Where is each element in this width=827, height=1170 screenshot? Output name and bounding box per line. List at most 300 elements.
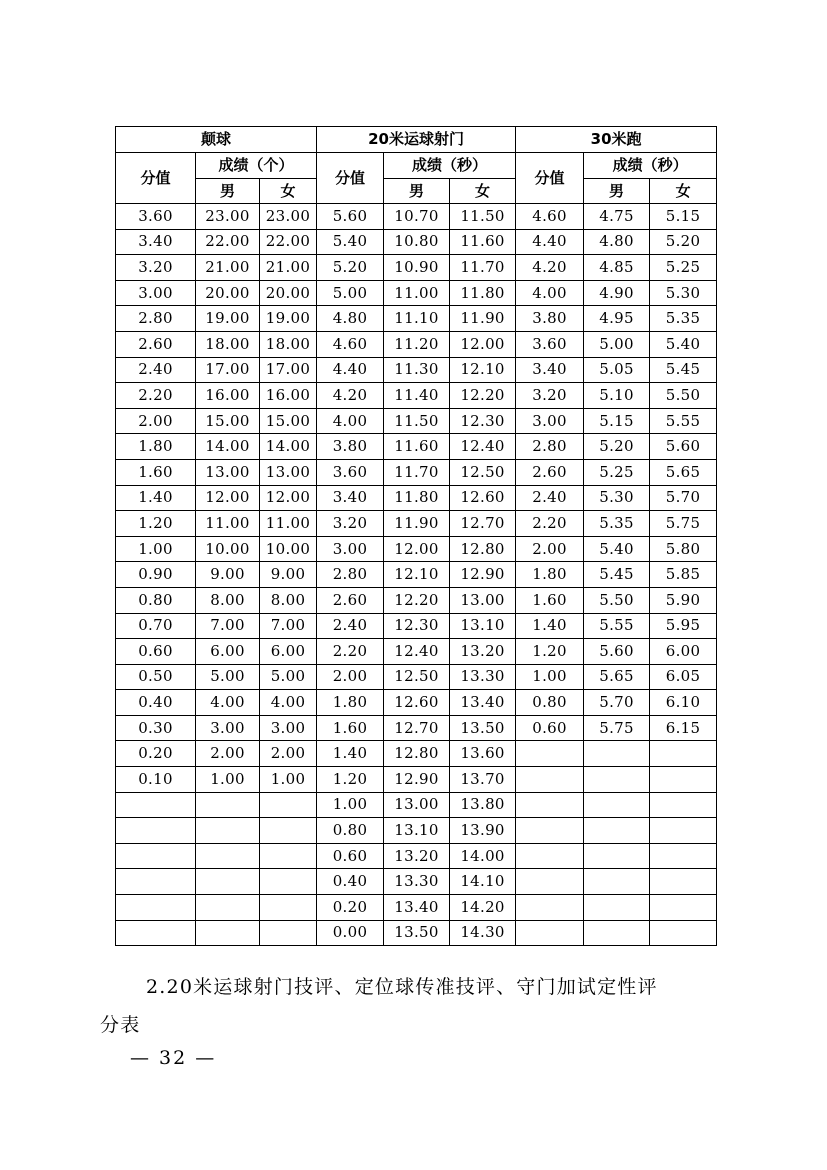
table-cell: 0.40 xyxy=(116,690,196,716)
table-cell: 5.05 xyxy=(584,357,650,383)
table-cell xyxy=(650,895,717,921)
table-cell: 5.45 xyxy=(650,357,717,383)
table-cell: 5.70 xyxy=(584,690,650,716)
table-cell: 6.00 xyxy=(650,639,717,665)
table-cell: 11.60 xyxy=(450,229,516,255)
table-cell: 23.00 xyxy=(260,204,317,230)
table-row xyxy=(116,741,717,767)
table-cell: 14.00 xyxy=(196,434,260,460)
table-cell: 8.00 xyxy=(260,587,317,613)
table-cell: 1.00 xyxy=(260,767,317,793)
table-cell: 17.00 xyxy=(260,357,317,383)
table-row xyxy=(116,459,717,485)
female-header: 女 xyxy=(650,179,717,204)
table-cell xyxy=(196,818,260,844)
table-cell: 11.40 xyxy=(384,383,450,409)
table-cell: 5.85 xyxy=(650,562,717,588)
table-cell: 2.20 xyxy=(317,639,384,665)
table-cell: 3.40 xyxy=(116,229,196,255)
table-cell xyxy=(196,792,260,818)
table-cell: 13.00 xyxy=(196,459,260,485)
table-cell: 12.40 xyxy=(450,434,516,460)
table-cell: 10.90 xyxy=(384,255,450,281)
table-cell: 13.60 xyxy=(450,741,516,767)
table-cell xyxy=(650,767,717,793)
table-cell: 3.60 xyxy=(516,331,584,357)
table-cell: 5.55 xyxy=(584,613,650,639)
table-cell: 13.00 xyxy=(260,459,317,485)
table-cell: 0.20 xyxy=(317,895,384,921)
group-header-30m-run: 30米跑 xyxy=(516,127,717,153)
table-cell: 11.90 xyxy=(384,511,450,537)
table-cell: 5.00 xyxy=(196,664,260,690)
table-cell xyxy=(116,869,196,895)
table-cell xyxy=(516,895,584,921)
table-cell: 13.40 xyxy=(384,895,450,921)
table-cell: 0.40 xyxy=(317,869,384,895)
table-cell: 5.55 xyxy=(650,408,717,434)
result-header: 成绩（秒） xyxy=(584,153,717,179)
table-row xyxy=(116,639,717,665)
table-cell xyxy=(516,869,584,895)
table-cell: 5.75 xyxy=(650,511,717,537)
table-cell xyxy=(650,792,717,818)
table-cell: 18.00 xyxy=(196,331,260,357)
table-row xyxy=(116,536,717,562)
table-cell: 3.00 xyxy=(516,408,584,434)
table-cell: 5.20 xyxy=(317,255,384,281)
table-cell xyxy=(650,818,717,844)
table-cell: 10.00 xyxy=(260,536,317,562)
table-cell xyxy=(116,818,196,844)
table-cell: 1.20 xyxy=(116,511,196,537)
table-cell xyxy=(116,843,196,869)
table-cell xyxy=(584,767,650,793)
table-cell: 0.30 xyxy=(116,715,196,741)
table-cell: 12.30 xyxy=(384,613,450,639)
table-cell: 0.60 xyxy=(116,639,196,665)
table-cell: 11.00 xyxy=(196,511,260,537)
table-cell: 11.50 xyxy=(384,408,450,434)
table-cell: 6.00 xyxy=(260,639,317,665)
table-cell: 1.40 xyxy=(317,741,384,767)
table-cell: 5.40 xyxy=(584,536,650,562)
table-cell xyxy=(116,895,196,921)
table-cell: 5.30 xyxy=(584,485,650,511)
table-cell: 12.60 xyxy=(450,485,516,511)
table-cell: 1.20 xyxy=(516,639,584,665)
table-cell: 7.00 xyxy=(196,613,260,639)
table-cell: 12.60 xyxy=(384,690,450,716)
table-cell: 4.00 xyxy=(260,690,317,716)
table-row xyxy=(116,255,717,281)
table-cell: 1.60 xyxy=(516,587,584,613)
table-cell xyxy=(516,843,584,869)
table-cell: 11.90 xyxy=(450,306,516,332)
score-table xyxy=(115,126,717,946)
table-row xyxy=(116,869,717,895)
table-cell: 1.00 xyxy=(317,792,384,818)
table-row xyxy=(116,562,717,588)
table-cell: 11.80 xyxy=(450,280,516,306)
table-cell: 11.50 xyxy=(450,204,516,230)
table-cell: 0.80 xyxy=(317,818,384,844)
table-row xyxy=(116,383,717,409)
table-cell: 12.00 xyxy=(260,485,317,511)
table-cell: 14.00 xyxy=(450,843,516,869)
table-cell: 12.80 xyxy=(450,536,516,562)
table-cell: 9.00 xyxy=(260,562,317,588)
table-cell: 1.00 xyxy=(516,664,584,690)
table-cell: 2.20 xyxy=(116,383,196,409)
table-cell: 12.80 xyxy=(384,741,450,767)
table-cell xyxy=(650,920,717,946)
table-row xyxy=(116,843,717,869)
table-cell: 5.60 xyxy=(584,639,650,665)
table-cell xyxy=(260,920,317,946)
table-cell: 5.95 xyxy=(650,613,717,639)
table-cell: 11.00 xyxy=(260,511,317,537)
table-cell: 4.90 xyxy=(584,280,650,306)
table-cell: 5.60 xyxy=(650,434,717,460)
table-cell: 0.90 xyxy=(116,562,196,588)
table-cell: 11.20 xyxy=(384,331,450,357)
table-cell: 4.60 xyxy=(317,331,384,357)
table-cell xyxy=(584,843,650,869)
table-cell xyxy=(196,869,260,895)
table-cell: 4.85 xyxy=(584,255,650,281)
table-cell: 20.00 xyxy=(196,280,260,306)
table-cell: 12.00 xyxy=(196,485,260,511)
table-cell: 11.80 xyxy=(384,485,450,511)
table-row xyxy=(116,920,717,946)
table-row xyxy=(116,511,717,537)
paragraph-line-2: 分表 xyxy=(100,1014,141,1036)
table-cell: 15.00 xyxy=(196,408,260,434)
table-cell: 3.60 xyxy=(317,459,384,485)
table-row xyxy=(116,690,717,716)
table-cell: 3.80 xyxy=(516,306,584,332)
table-cell: 12.40 xyxy=(384,639,450,665)
table-cell: 16.00 xyxy=(196,383,260,409)
male-header: 男 xyxy=(196,179,260,204)
table-cell xyxy=(196,920,260,946)
table-cell: 5.65 xyxy=(584,664,650,690)
table-cell: 14.10 xyxy=(450,869,516,895)
table-cell: 13.30 xyxy=(384,869,450,895)
table-cell: 5.50 xyxy=(650,383,717,409)
table-cell: 0.00 xyxy=(317,920,384,946)
table-cell xyxy=(650,843,717,869)
table-cell: 0.80 xyxy=(116,587,196,613)
table-cell: 5.00 xyxy=(584,331,650,357)
table-cell: 3.80 xyxy=(317,434,384,460)
score-header: 分值 xyxy=(516,153,584,204)
table-cell: 5.75 xyxy=(584,715,650,741)
table-cell: 2.80 xyxy=(317,562,384,588)
table-cell: 5.20 xyxy=(650,229,717,255)
table-row xyxy=(116,485,717,511)
table-cell: 1.80 xyxy=(317,690,384,716)
table-cell: 11.60 xyxy=(384,434,450,460)
result-header: 成绩（秒） xyxy=(384,153,516,179)
table-cell: 6.05 xyxy=(650,664,717,690)
table-cell: 5.90 xyxy=(650,587,717,613)
table-cell: 0.60 xyxy=(516,715,584,741)
table-cell xyxy=(196,843,260,869)
table-cell: 5.25 xyxy=(650,255,717,281)
table-cell: 11.70 xyxy=(450,255,516,281)
table-cell: 13.50 xyxy=(384,920,450,946)
table-cell: 3.00 xyxy=(116,280,196,306)
table-row xyxy=(116,613,717,639)
table-cell: 12.10 xyxy=(450,357,516,383)
table-cell: 20.00 xyxy=(260,280,317,306)
table-cell: 5.70 xyxy=(650,485,717,511)
table-cell: 12.20 xyxy=(450,383,516,409)
table-cell: 22.00 xyxy=(260,229,317,255)
table-cell: 5.15 xyxy=(650,204,717,230)
table-cell: 2.00 xyxy=(196,741,260,767)
table-cell: 5.00 xyxy=(317,280,384,306)
table-cell: 4.80 xyxy=(317,306,384,332)
group-header-dribble-shoot: 20米运球射门 xyxy=(317,127,516,153)
table-cell xyxy=(650,741,717,767)
table-cell: 19.00 xyxy=(260,306,317,332)
table-cell: 3.20 xyxy=(516,383,584,409)
table-row xyxy=(116,229,717,255)
table-cell: 0.20 xyxy=(116,741,196,767)
male-header: 男 xyxy=(384,179,450,204)
table-cell xyxy=(116,792,196,818)
table-cell: 9.00 xyxy=(196,562,260,588)
table-cell: 6.10 xyxy=(650,690,717,716)
table-cell: 5.40 xyxy=(317,229,384,255)
table-row xyxy=(116,895,717,921)
table-cell: 13.40 xyxy=(450,690,516,716)
table-cell: 0.80 xyxy=(516,690,584,716)
table-cell: 5.00 xyxy=(260,664,317,690)
table-cell: 3.00 xyxy=(260,715,317,741)
table-row xyxy=(116,818,717,844)
table-cell: 3.40 xyxy=(516,357,584,383)
table-cell: 16.00 xyxy=(260,383,317,409)
table-cell xyxy=(516,920,584,946)
table-cell: 2.40 xyxy=(317,613,384,639)
table-cell: 4.75 xyxy=(584,204,650,230)
table-cell xyxy=(584,869,650,895)
table-cell xyxy=(260,869,317,895)
table-row xyxy=(116,408,717,434)
table-cell: 1.40 xyxy=(516,613,584,639)
table-cell: 5.40 xyxy=(650,331,717,357)
page-number: — 32 — xyxy=(130,1047,217,1069)
table-cell: 11.70 xyxy=(384,459,450,485)
table-cell: 13.30 xyxy=(450,664,516,690)
table-cell: 2.00 xyxy=(260,741,317,767)
table-cell: 11.00 xyxy=(384,280,450,306)
table-cell xyxy=(584,818,650,844)
table-cell: 13.10 xyxy=(450,613,516,639)
table-cell: 2.60 xyxy=(516,459,584,485)
table-cell: 5.65 xyxy=(650,459,717,485)
table-row xyxy=(116,715,717,741)
table-cell: 1.20 xyxy=(317,767,384,793)
female-header: 女 xyxy=(450,179,516,204)
table-cell: 18.00 xyxy=(260,331,317,357)
table-cell: 12.00 xyxy=(450,331,516,357)
table-cell xyxy=(516,767,584,793)
table-cell: 11.30 xyxy=(384,357,450,383)
table-cell: 6.00 xyxy=(196,639,260,665)
table-cell: 5.45 xyxy=(584,562,650,588)
table-cell: 2.00 xyxy=(317,664,384,690)
table-cell xyxy=(260,818,317,844)
table-cell: 1.40 xyxy=(116,485,196,511)
table-cell: 5.35 xyxy=(650,306,717,332)
table-cell: 21.00 xyxy=(260,255,317,281)
table-cell: 3.00 xyxy=(196,715,260,741)
table-row xyxy=(116,792,717,818)
table-cell: 12.00 xyxy=(384,536,450,562)
table-cell: 13.50 xyxy=(450,715,516,741)
table-cell: 12.90 xyxy=(450,562,516,588)
table-cell: 19.00 xyxy=(196,306,260,332)
table-cell: 5.10 xyxy=(584,383,650,409)
table-cell: 13.20 xyxy=(450,639,516,665)
table-cell: 5.35 xyxy=(584,511,650,537)
table-cell: 0.50 xyxy=(116,664,196,690)
table-cell xyxy=(116,920,196,946)
table-cell: 2.40 xyxy=(116,357,196,383)
table-row xyxy=(116,357,717,383)
table-cell: 1.80 xyxy=(116,434,196,460)
table-cell: 14.30 xyxy=(450,920,516,946)
table-cell: 4.40 xyxy=(317,357,384,383)
table-cell: 22.00 xyxy=(196,229,260,255)
female-header: 女 xyxy=(260,179,317,204)
paragraph-line-1: 2.20米运球射门技评、定位球传准技评、守门加试定性评 xyxy=(146,976,658,998)
table-cell: 5.30 xyxy=(650,280,717,306)
table-cell: 1.60 xyxy=(116,459,196,485)
table-cell: 21.00 xyxy=(196,255,260,281)
table-cell: 13.20 xyxy=(384,843,450,869)
table-cell: 4.80 xyxy=(584,229,650,255)
table-cell: 0.60 xyxy=(317,843,384,869)
table-body xyxy=(116,204,717,946)
table-cell: 1.80 xyxy=(516,562,584,588)
table-cell: 12.20 xyxy=(384,587,450,613)
table-cell xyxy=(260,792,317,818)
score-header: 分值 xyxy=(317,153,384,204)
table-row xyxy=(116,434,717,460)
table-cell: 17.00 xyxy=(196,357,260,383)
table-cell: 12.30 xyxy=(450,408,516,434)
table-cell: 2.00 xyxy=(116,408,196,434)
table-cell: 13.80 xyxy=(450,792,516,818)
table-cell: 10.80 xyxy=(384,229,450,255)
table-cell xyxy=(584,741,650,767)
table-cell: 13.00 xyxy=(450,587,516,613)
table-cell: 2.20 xyxy=(516,511,584,537)
table-cell: 5.20 xyxy=(584,434,650,460)
result-header: 成绩（个） xyxy=(196,153,317,179)
table-row xyxy=(116,280,717,306)
table-row xyxy=(116,587,717,613)
table-cell: 4.00 xyxy=(196,690,260,716)
table-cell: 0.10 xyxy=(116,767,196,793)
table-row xyxy=(116,204,717,230)
table-cell: 13.70 xyxy=(450,767,516,793)
table-cell: 3.60 xyxy=(116,204,196,230)
table-cell: 2.80 xyxy=(516,434,584,460)
table-cell: 4.00 xyxy=(317,408,384,434)
table-cell xyxy=(584,895,650,921)
table-row xyxy=(116,767,717,793)
table-cell: 1.00 xyxy=(196,767,260,793)
table-cell: 2.80 xyxy=(116,306,196,332)
table-cell: 4.20 xyxy=(317,383,384,409)
table-cell: 2.60 xyxy=(317,587,384,613)
table-cell xyxy=(516,792,584,818)
table-cell: 6.15 xyxy=(650,715,717,741)
table-cell: 13.00 xyxy=(384,792,450,818)
table-cell: 15.00 xyxy=(260,408,317,434)
table-cell: 14.00 xyxy=(260,434,317,460)
table-cell: 12.50 xyxy=(384,664,450,690)
table-row xyxy=(116,664,717,690)
table-cell xyxy=(584,792,650,818)
table-cell: 3.00 xyxy=(317,536,384,562)
table-cell xyxy=(260,843,317,869)
table-cell: 5.50 xyxy=(584,587,650,613)
table-cell: 12.10 xyxy=(384,562,450,588)
table-cell: 4.95 xyxy=(584,306,650,332)
table-cell xyxy=(650,869,717,895)
table-cell xyxy=(516,818,584,844)
table-cell: 4.00 xyxy=(516,280,584,306)
table-cell xyxy=(516,741,584,767)
table-cell: 13.90 xyxy=(450,818,516,844)
group-header-juggling: 颠球 xyxy=(116,127,317,153)
table-row xyxy=(116,331,717,357)
table-cell: 1.00 xyxy=(116,536,196,562)
table-cell: 2.00 xyxy=(516,536,584,562)
table-cell: 3.20 xyxy=(116,255,196,281)
table-row xyxy=(116,306,717,332)
table-cell: 5.25 xyxy=(584,459,650,485)
table-cell: 11.10 xyxy=(384,306,450,332)
table-cell: 2.40 xyxy=(516,485,584,511)
table-cell: 5.80 xyxy=(650,536,717,562)
table-cell: 12.50 xyxy=(450,459,516,485)
table-cell: 0.70 xyxy=(116,613,196,639)
table-cell: 2.60 xyxy=(116,331,196,357)
table-cell: 4.40 xyxy=(516,229,584,255)
table-cell: 12.90 xyxy=(384,767,450,793)
table-cell: 8.00 xyxy=(196,587,260,613)
section-paragraph xyxy=(100,968,720,1044)
table-cell: 12.70 xyxy=(384,715,450,741)
score-header: 分值 xyxy=(116,153,196,204)
male-header: 男 xyxy=(584,179,650,204)
table-cell xyxy=(584,920,650,946)
table-cell: 10.70 xyxy=(384,204,450,230)
table-cell xyxy=(260,895,317,921)
table-cell: 7.00 xyxy=(260,613,317,639)
table-cell: 23.00 xyxy=(196,204,260,230)
table-cell: 5.15 xyxy=(584,408,650,434)
